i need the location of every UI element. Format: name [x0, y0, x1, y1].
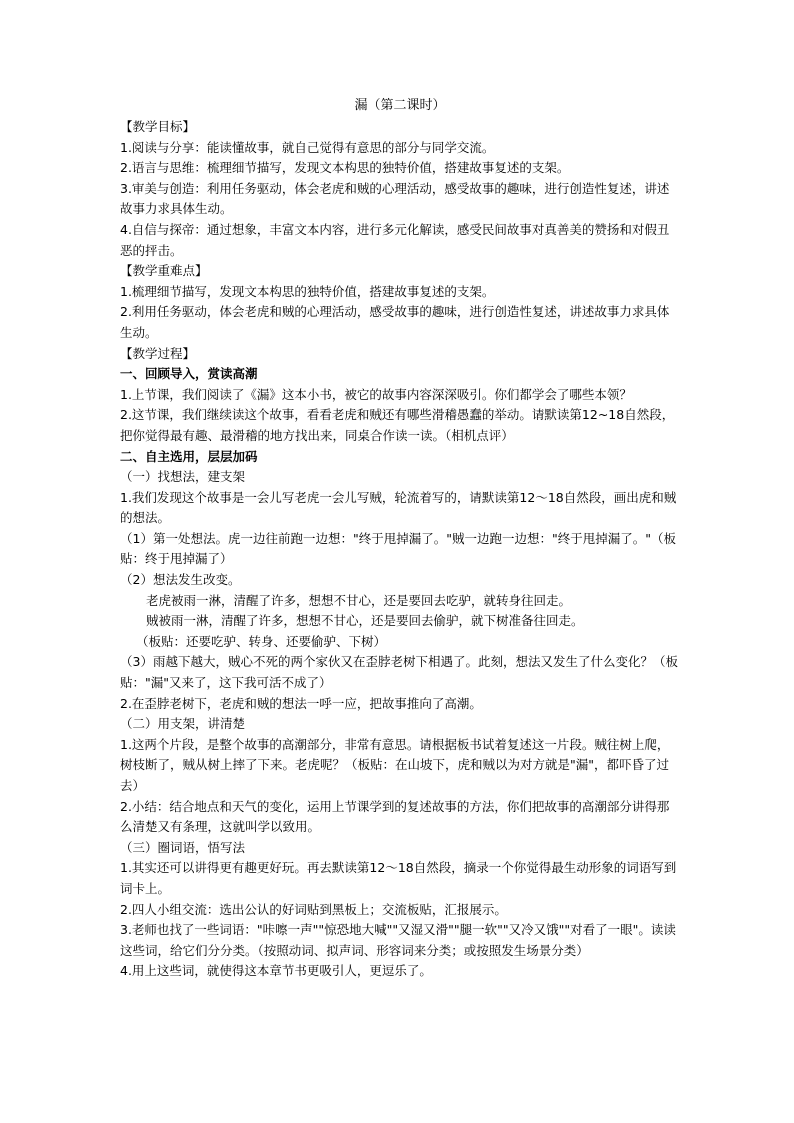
paragraph-line: 2.语言与思维：梳理细节描写，发现文本构思的独特价值，搭建故事复述的支架。 [120, 160, 570, 176]
paragraph-line: （二）用支架，讲清楚 [120, 716, 246, 732]
paragraph-line: 2.在歪脖老树下，老虎和贼的想法一呼一应，把故事推向了高潮。 [120, 695, 482, 711]
paragraph-line: 1.上节课，我们阅读了《漏》这本小书，被它的故事内容深深吸引。你们都学会了哪些本领？ [120, 386, 632, 402]
paragraph-line: （3）雨越下越大，贼心不死的两个家伙又在歪脖老树下相遇了。此刻，想法又发生了什么变化？（板贴："漏"又来了，这下我可活不成了） [120, 654, 678, 691]
paragraph-line: 2.利用任务驱动，体会老虎和贼的心理活动，感受故事的趣味，进行创造性复述，讲述故事力求具体生动。 [120, 304, 670, 340]
paragraph-line: 贼被雨一淋，清醒了许多，想想不甘心，还是要回去偷驴，就下树准备往回走。 [146, 613, 584, 629]
paragraph-line: （一）找想法，建支架 [120, 469, 246, 485]
paragraph-line: 【教学目标】 [120, 119, 196, 134]
section-heading: 二、自主选用，层层加码 [120, 448, 258, 464]
section-heading: 一、回顾导入，赏读高潮 [120, 366, 258, 382]
paragraph-line: 1.梳理细节描写，发现文本构思的独特价值，搭建故事复述的支架。 [120, 283, 495, 299]
paragraph-line: 【教学重难点】 [120, 263, 208, 279]
paragraph-line: 【教学过程】 [120, 345, 196, 361]
paragraph-line: 1.阅读与分享：能读懂故事，就自己觉得有意思的部分与同学交流。 [120, 139, 495, 155]
paragraph-line: （板贴：还要吃驴、转身、还要偷驴、下树） [136, 633, 387, 649]
paragraph-line: 2.小结：结合地点和天气的变化，运用上节课学到的复述故事的方法，你们把故事的高潮部分讲得那么清楚又有条理，这就叫学以致用。 [120, 798, 670, 835]
paragraph-line: 老虎被雨一淋，清醒了许多，想想不甘心，还是要回去吃驴，就转身往回走。 [146, 592, 572, 608]
document-title: 漏（第二课时） [354, 98, 446, 113]
document-page [120, 96, 680, 982]
document-body [120, 117, 680, 982]
paragraph-line: 4.自信与探帝：通过想象，丰富文本内容，进行多元化解读，感受民间故事对真善美的赞扬和对假丑恶的抨击。 [120, 221, 670, 258]
paragraph-line: 2.四人小组交流：选出公认的好词贴到黑板上；交流板贴，汇报展示。 [120, 901, 507, 917]
paragraph-line: （三）圈词语，悟写法 [120, 839, 246, 855]
paragraph-line: 3.审美与创造：利用任务驱动，体会老虎和贼的心理活动，感受故事的趣味，进行创造性复述，讲述故事力求具体生动。 [120, 180, 670, 217]
paragraph-line: 1.这两个片段，是整个故事的高潮部分，非常有意思。请根据板书试着复述这一片段。贼往树上爬，树枝断了，贼从树上摔了下来。老虎呢？（板贴：在山坡下，虎和贼以为对方就是"漏"，都吓昏了过去） [120, 736, 670, 793]
paragraph-line: 1.我们发现这个故事是一会儿写老虎一会儿写贼，轮流着写的，请默读第12～18自然段，画出虎和贼的想法。 [120, 489, 677, 526]
paragraph-line: （2）想法发生改变。 [120, 572, 241, 588]
paragraph-line: （1）第一处想法。虎一边往前跑一边想："终于甩掉漏了。"贼一边跑一边想："终于甩掉漏了。"（板贴：终于甩掉漏了） [120, 530, 676, 567]
paragraph-line: 3.老师也找了一些词语："咔嚓一声""惊恐地大喊""又湿又滑""腿一软""又冷又饿""对看了一眼"。读读这些词，给它们分分类。（按照动词、拟声词、形容词来分类；或按照发生场景分类） [120, 922, 676, 958]
paragraph-line: 1.其实还可以讲得更有趣更好玩。再去默读第12～18自然段，摘录一个你觉得最生动形象的词语写到词卡上。 [120, 860, 677, 896]
paragraph-line: 4.用上这些词，就使得这本章节书更吸引人，更逗乐了。 [120, 963, 432, 979]
paragraph-line: 2.这节课，我们继续读这个故事，看看老虎和贼还有哪些滑稽愚蠢的举动。请默读第12~18自然段，把你觉得最有趣、最滑稽的地方找出来，同桌合作读一读。（相机点评） [120, 407, 675, 443]
